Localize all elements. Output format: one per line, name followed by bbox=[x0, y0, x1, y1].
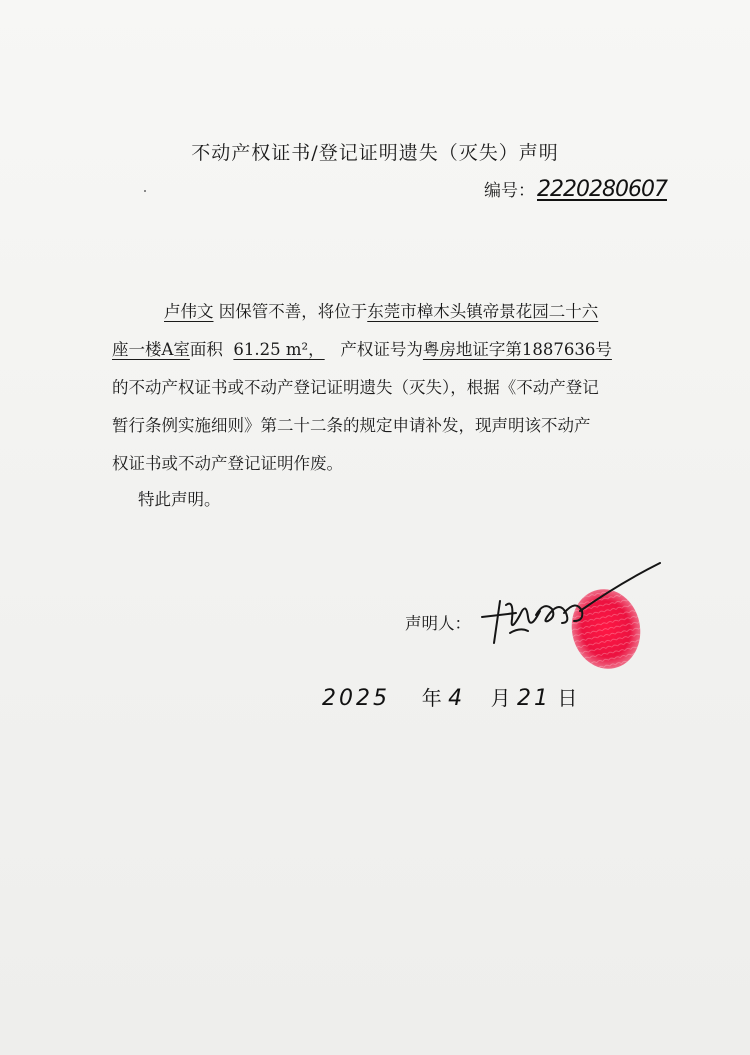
signature-area bbox=[470, 555, 670, 675]
signer-label: 声明人： bbox=[405, 614, 471, 633]
body-line-2 bbox=[112, 331, 632, 369]
date-month: 4 bbox=[448, 686, 466, 711]
date-day-unit: 日 bbox=[557, 686, 578, 710]
body-text-1: 因保管不善，将位于 bbox=[218, 302, 368, 321]
fingerprint-stamp bbox=[564, 583, 647, 675]
body-line-3: 的不动产权证书或不动产登记证明遗失（灭失），根据《不动产登记 bbox=[112, 378, 599, 397]
date-year-unit: 年 bbox=[421, 686, 442, 710]
cert-number: 粤房地证字第1887636号 bbox=[422, 340, 612, 359]
area-value: 61.25 m²， bbox=[233, 340, 325, 359]
serial-number bbox=[484, 176, 667, 202]
area-label: 面积 bbox=[189, 340, 223, 359]
property-location-2: 座一楼A室 bbox=[112, 340, 190, 359]
statement-body bbox=[112, 293, 632, 483]
declarant-name: 卢伟文 bbox=[164, 302, 214, 321]
signature-and-fingerprint bbox=[470, 555, 670, 675]
property-location: 东莞市樟木头镇帝景花园二十六 bbox=[367, 302, 599, 321]
date-year: 2025 bbox=[322, 686, 390, 711]
signing-date bbox=[322, 682, 577, 711]
body-line-1 bbox=[112, 293, 632, 331]
cert-label: 产权证号为 bbox=[340, 340, 423, 359]
serial-label: 编号： bbox=[484, 181, 535, 201]
date-day: 21 bbox=[516, 686, 551, 711]
serial-value-handwritten: 2220280607 bbox=[537, 177, 667, 202]
closing-statement: 特此声明。 bbox=[138, 490, 221, 509]
body-line-4: 暂行条例实施细则》第二十二条的规定申请补发，现声明该不动产 bbox=[112, 416, 591, 435]
date-month-unit: 月 bbox=[490, 686, 511, 710]
document-title: 不动产权证书/登记证明遗失（灭失）声明 bbox=[191, 142, 559, 164]
body-line-5: 权证书或不动产登记证明作废。 bbox=[112, 454, 343, 473]
scan-speck bbox=[144, 190, 146, 192]
